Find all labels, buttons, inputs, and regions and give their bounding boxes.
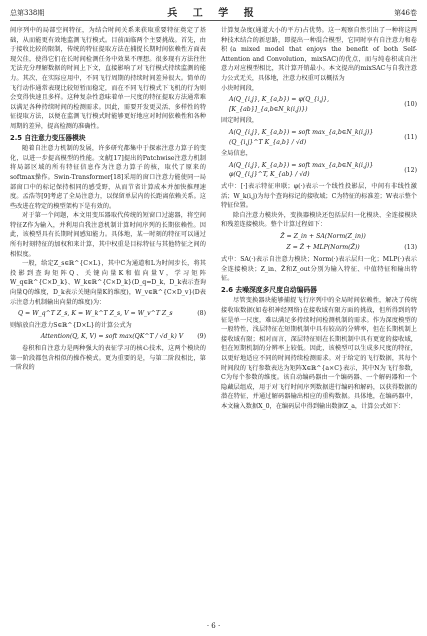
equation-11: A(Q_{i,j}, K_{a,b}) = soft max_{a,b∈N_k(i,j)}(Q_{i,j}^T K_{a,b} / √d) (11) (229, 128, 417, 146)
right-column (221, 26, 417, 412)
label-small-segment: 小块时间段， (221, 84, 259, 92)
equation-12: A(Q_{i,j}, K_{a,b}) = soft max_{a,b∈N_k(i,j)} φ(Q_{i,j}^T, K_{ab} / √d) (12) (229, 161, 417, 179)
equation-13a: Z̄ = Z_in + SA(Norm(Z_in)) (280, 232, 366, 240)
paragraph: 尽管变换器块能够捕捉飞行序列中的全局时间依赖性，解决了传统接收取数据(如卷积神经网络)在接收域有限方面的挑战，但所得到的特征是单一尺度，难以满足多持续时间检测机制的需求。作为深度模型的一般特性，浅层特征在短期机制中具有较高的分辨率，但在长期机制上接收域有限；相对而言，深层特征则在长期机制中具有更宽的接收域，但在短期机制的分辨率上较低。因此，该模型可以生成多尺度的特征，以更好地适应不同的时间持续检测需求。对于给定的飞行数据，其每个时间段的飞行参数表达为矩阵X∈ℝ^{a×C}表示，其中N为飞行参数，C为每个参数的维度。该自动编码器由一个编码器、一个解码器和一个隐藏层组成，用于对飞行时间序列数据进行编码和解码，以获得数据的潜在特征，并通过解码器输出相应的重构数据。具体地，在编码器中，本文输入数据X_0，在编码层中得到输出数据Z_a，计算公式如下： (221, 297, 417, 410)
paragraph: 对于第一个问题，本文用变压器取代传统的短窗口过滤器，将空间特征Z作为输入，并利用自我注意机制计算时间序列的长期依赖性。因此，该模型具有长期时间感知能力。具体地，某一时刻的特征可以通过所有时刻特征的加权和来计算，其中权重是目标特征与其他特征之间的相似度。 (10, 212, 206, 258)
equation-8: Q = W_q^T Z_s, K = W_k^T Z_s, V = W_v^T Z_s (8) (18, 310, 206, 318)
paragraph: 计算复杂度(通道大小的平方)占优势。这一观察自然引出了一种将这两种技术结合的新思路，即提出一种混合模型，它同时享有自注意力和卷积(a mixed model that enjoys the benefit of both Self-Attention and Convolution，mixSAC)的优点，而与纯卷积或自注意力对应模型相比，其计算开销最小。本文提出的mixSAC与自我注意力公式无关，具体地，注意力权重可以概括为 (221, 27, 417, 82)
journal-title: 兵 工 学 报 (167, 8, 260, 19)
label-global-info: 全局信息， (221, 150, 252, 158)
left-column (10, 26, 206, 373)
page-header (10, 4, 417, 21)
section-heading-2-5: 2.5 自注意力变压器模块 (10, 133, 86, 142)
journal-volume: 第46卷 (394, 9, 417, 17)
paragraph: 式中：SA(·)表示自注意力模块；Norm(·)表示层归一化；MLP(·)表示全连接模块；Z_in、Z̄和Z_out分别为输入特征、中值特征和输出特征。 (221, 256, 417, 283)
paragraph: 式中：[·]表示特征串联；φ(·)表示一个线性投影层，中间有非线性激活；W_k(i,j)为每个查询标记的接收域；C为特征的标准差；W表示整个特征位置。 (221, 182, 417, 210)
paragraph: 一般，给定Z_s∈ℝ^{C×L}，其中C为通道和L为时间步长，将其投影到查询矩阵Q、关键向量K和值向量V，学习矩阵W_q∈ℝ^{C×D_k}、W_k∈ℝ^{C×D_k}(D_q=D_k，D_k表示查询向量Q的维度，D_k表示关键向量K的维度)，W_v∈ℝ^{C×D_v}(D表示注意力机制输出向量的维度)为： (10, 260, 206, 306)
paragraph: 间序列中的局部空间特征，为结合时间关系来获取重要特征奠定了基础，从而能更有效地监测飞行模式。目前面临两个主要挑战。首先，由于接收比较的限制，传统的特征提取方法在捕捉长期时间依赖性方面表现欠佳，使得它们在长时间检测任务中效果不理想。很多现有方法往往无法充分理解数据的时间上下文，直接影响了对飞行模式持续监测的能力。其次，在实际应用中，不同飞行周期的持续时间差异很大。简单的飞行动作通常表现比较短暂而稳定，而在不同飞行模式下飞机的行为则会变得快速且多样。这种复杂性意味着单一尺度的特征提取方法通常难以满足各种持续时间的检测需求。因此，需要开发更灵活、多样性的特征提取方法，以便在监测飞行模式时能够更好地应对时间依赖性和各种周期的差异，提高检测的准确性。 (10, 27, 206, 130)
equation-9: Attention(Q, K, V) = soft max(QK^T / √d_k) V (9) (40, 333, 206, 341)
equation-13b: Z = Z̄ + MLP(Norm(Z̄)) (13) (286, 244, 417, 252)
paragraph: 随着自注意力机制的发展，许多研究都集中于探索注意力算子的变化，以进一步提高模型的性能。文献[17]提出的Patchwise注意力机制将局部区域的所有特征信息作为注意力算子的核，取代了原来的softmax操作。Swin-Transformer[18]采用的窗口注意力能使同一局部窗口中的标记保持相同的感受野，从而节省计算成本并加快推理速度。孟浩等[9]考虑了全局注意力，以保留单层内的长距离依赖关系。这些改进在特定的模型架构下是有效的。 (10, 145, 206, 210)
page-number: · 6 · (206, 622, 221, 630)
section-heading-2-6: 2.6 去噪深度多尺度自动编码器 (221, 285, 317, 294)
equation-10: A(Q_{i,j}, K_{a,b}) = φ(Q_{i,j}, [K_{ab}]_{a,b∈N_k(i,j)}) (10) (229, 96, 417, 113)
paragraph: 则缩放自注意力S∈ℝ^{D×L}的计算公式为 (10, 321, 132, 329)
paragraph: 除自注意力模块外，变换器模块还包括层归一化模块、全连接模块和残差连接模块。整个计算过程如下： (221, 211, 417, 229)
journal-issue: 总第338期 (10, 9, 45, 17)
paragraph: 卷积和自注意力是两种强大的表征学习的核心技术，这两个模块的第一阶段都包含相似的操作模式。更为重要的是，与第二阶段相比，第一阶段的 (10, 345, 206, 372)
label-fixed-segment: 固定时间段， (221, 117, 259, 125)
